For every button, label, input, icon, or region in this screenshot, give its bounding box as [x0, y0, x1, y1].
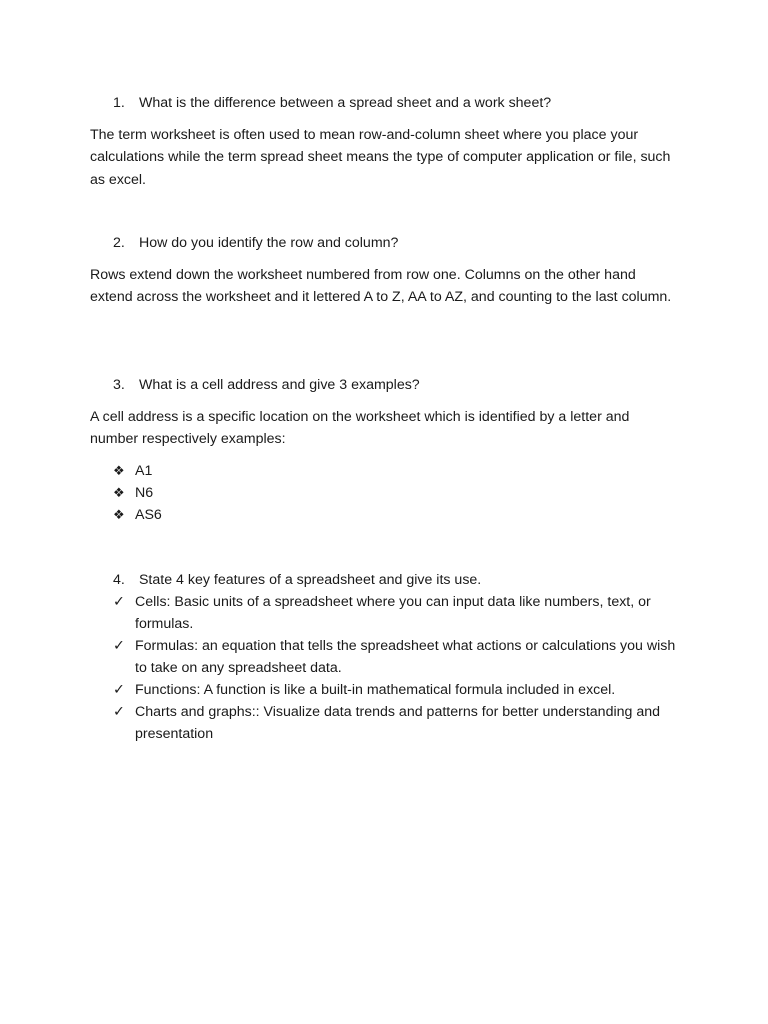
diamond-bullet-icon: ❖ — [113, 507, 125, 522]
diamond-bullet-icon: ❖ — [113, 463, 125, 478]
feature-text: Functions: A function is like a built-in mathematical formula included in excel. — [135, 682, 616, 698]
answer-2: Rows extend down the worksheet numbered from row one. Columns on the other hand extend across the worksheet and it lettered A to Z, AA to AZ, and counting to the last column. — [90, 267, 672, 306]
list-item — [113, 701, 683, 746]
checkmark-icon: ✓ — [113, 638, 125, 654]
feature-text: Cells: Basic units of a spreadsheet where you can input data like numbers, text, or formulas. — [135, 594, 651, 633]
cell-example: AS6 — [135, 507, 162, 523]
question-1 — [113, 92, 551, 114]
checkmark-icon: ✓ — [113, 682, 125, 698]
question-text: What is a cell address and give 3 examples? — [138, 377, 420, 393]
question-number: 4. — [113, 572, 125, 588]
list-item — [113, 504, 683, 526]
checkmark-icon: ✓ — [113, 704, 125, 720]
question-3 — [113, 374, 420, 396]
diamond-bullet-icon: ❖ — [113, 485, 125, 500]
list-item — [113, 482, 683, 504]
cell-example: A1 — [135, 463, 153, 479]
answer-1: The term worksheet is often used to mean row-and-column sheet where you place your calculations while the term spread sheet means the type of computer application or file, such as excel. — [90, 127, 671, 188]
list-item — [113, 635, 683, 680]
question-text: State 4 key features of a spreadsheet and give its use. — [138, 572, 482, 588]
list-item — [113, 679, 683, 701]
question-number: 3. — [113, 377, 125, 393]
feature-text: Charts and graphs:: Visualize data trends and patterns for better understanding and presentation — [135, 704, 661, 743]
question-number: 1. — [113, 95, 125, 111]
feature-text: Formulas: an equation that tells the spreadsheet what actions or calculations you wish to take on any spreadsheet data. — [135, 638, 676, 677]
question-number: 2. — [113, 235, 125, 251]
answer-3: A cell address is a specific location on the worksheet which is identified by a letter and number respectively examples: — [90, 409, 630, 448]
question-text: How do you identify the row and column? — [138, 235, 399, 251]
question-2 — [113, 232, 398, 254]
checkmark-icon: ✓ — [113, 594, 125, 610]
cell-example: N6 — [135, 485, 154, 501]
question-text: What is the difference between a spread sheet and a work sheet? — [138, 95, 552, 111]
list-item — [113, 591, 683, 636]
question-4 — [113, 569, 481, 591]
list-item — [113, 460, 683, 482]
